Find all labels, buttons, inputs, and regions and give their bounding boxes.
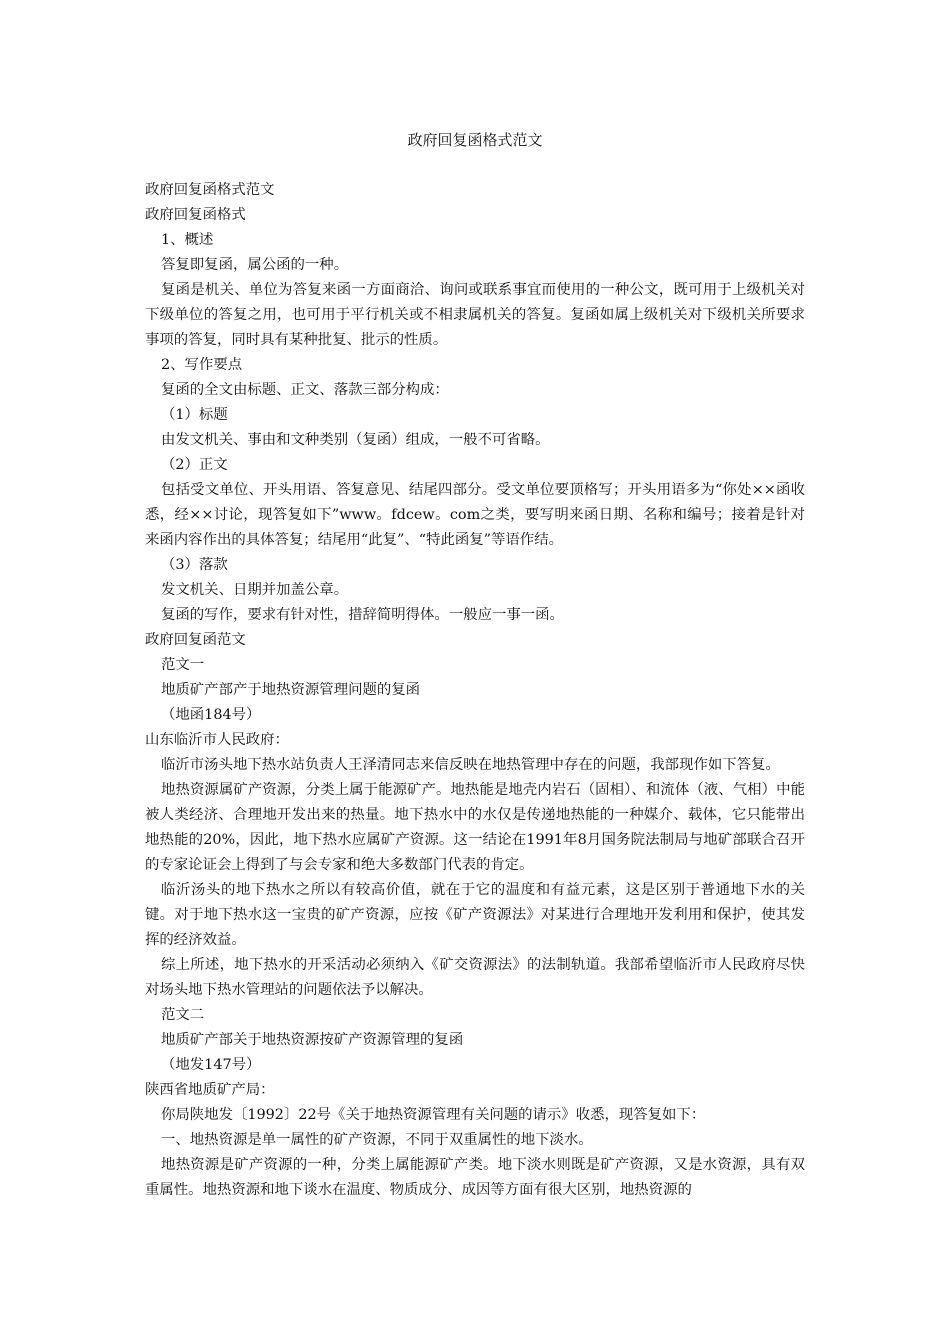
paragraph: 地质矿产部产于地热资源管理问题的复函 xyxy=(161,682,421,698)
paragraph: 陕西省地质矿产局： xyxy=(145,1082,275,1098)
paragraph: 一、地热资源是单一属性的矿产资源，不同于双重属性的地下淡水。 xyxy=(161,1132,593,1148)
paragraph: 答复即复函，属公函的一种。 xyxy=(161,257,349,273)
paragraph: 复函是机关、单位为答复来函一方面商洽、询问或联系事宜而使用的一种公文，既可用于上级机关对下级单位的答复之用，也可用于平行机关或不相隶属机关的答复。复函如属上级机关对下级机关所要求事项的答复，同时具有某种批复、批示的性质。 xyxy=(145,282,805,348)
document-body xyxy=(145,178,805,1203)
paragraph: （3）落款 xyxy=(161,557,228,573)
document-title: 政府回复函格式范文 xyxy=(407,131,543,149)
paragraph: 政府回复函格式 xyxy=(145,207,246,223)
paragraph: 地热资源是矿产资源的一种，分类上属能源矿产类。地下淡水则既是矿产资源，又是水资源，具有双重属性。地热资源和地下谈水在温度、物质成分、成因等方面有很大区别，地热资源的 xyxy=(145,1157,805,1198)
paragraph: 政府回复函格式范文 xyxy=(145,182,275,198)
paragraph: 1、概述 xyxy=(161,232,214,248)
paragraph: 政府回复函范文 xyxy=(145,632,246,648)
paragraph: （地发147号） xyxy=(161,1057,261,1073)
paragraph: 临沂市汤头地下热水站负责人王泽清同志来信反映在地热管理中存在的问题，我部现作如下答复。 xyxy=(161,757,780,773)
paragraph: （地函184号） xyxy=(161,707,261,723)
paragraph: 地质矿产部关于地热资源按矿产资源管理的复函 xyxy=(161,1032,464,1048)
paragraph: 包括受文单位、开头用语、答复意见、结尾四部分。受文单位要顶格写；开头用语多为“你处××函收悉，经××讨论，现答复如下”www。fdcew。com之类，要写明来函日期、名称和编号；接着是针对来函内容作出的具体答复；结尾用“此复”、“特此函复”等语作结。 xyxy=(145,482,805,548)
paragraph: 范文一 xyxy=(161,657,205,673)
paragraph: （1）标题 xyxy=(161,407,228,423)
paragraph: 发文机关、日期并加盖公章。 xyxy=(161,582,349,598)
paragraph: 复函的写作，要求有针对性，措辞简明得体。一般应一事一函。 xyxy=(161,607,564,623)
paragraph: 由发文机关、事由和文种类别（复函）组成，一般不可省略。 xyxy=(161,432,550,448)
paragraph: 你局陕地发〔1992〕22号《关于地热资源管理有关问题的请示》收悉，现答复如下： xyxy=(161,1107,706,1123)
paragraph: 范文二 xyxy=(161,1007,205,1023)
paragraph: 2、写作要点 xyxy=(161,357,243,373)
paragraph: 复函的全文由标题、正文、落款三部分构成： xyxy=(161,382,449,398)
paragraph: （2）正文 xyxy=(161,457,228,473)
paragraph: 综上所述，地下热水的开采活动必须纳入《矿交资源法》的法制轨道。我部希望临沂市人民政府尽快对场头地下热水管理站的问题依法予以解决。 xyxy=(145,957,805,998)
paragraph: 山东临沂市人民政府： xyxy=(145,732,289,748)
paragraph: 临沂汤头的地下热水之所以有较高价值，就在于它的温度和有益元素，这是区别于普通地下水的关键。对于地下热水这一宝贵的矿产资源，应按《矿产资源法》对某进行合理地开发利用和保护，使其发挥的经济效益。 xyxy=(145,882,805,948)
paragraph: 地热资源属矿产资源，分类上属于能源矿产。地热能是地壳内岩石（固相）、和流体（液、气相）中能被人类经济、合理地开发出来的热量。地下热水中的水仅是传递地热能的一种媒介、载体，它只能带出地热能的20%，因此，地下热水应属矿产资源。这一结论在1991年8月国务院法制局与地矿部联合召开的专家论证会上得到了与会专家和绝大多数部门代表的肯定。 xyxy=(145,782,805,873)
